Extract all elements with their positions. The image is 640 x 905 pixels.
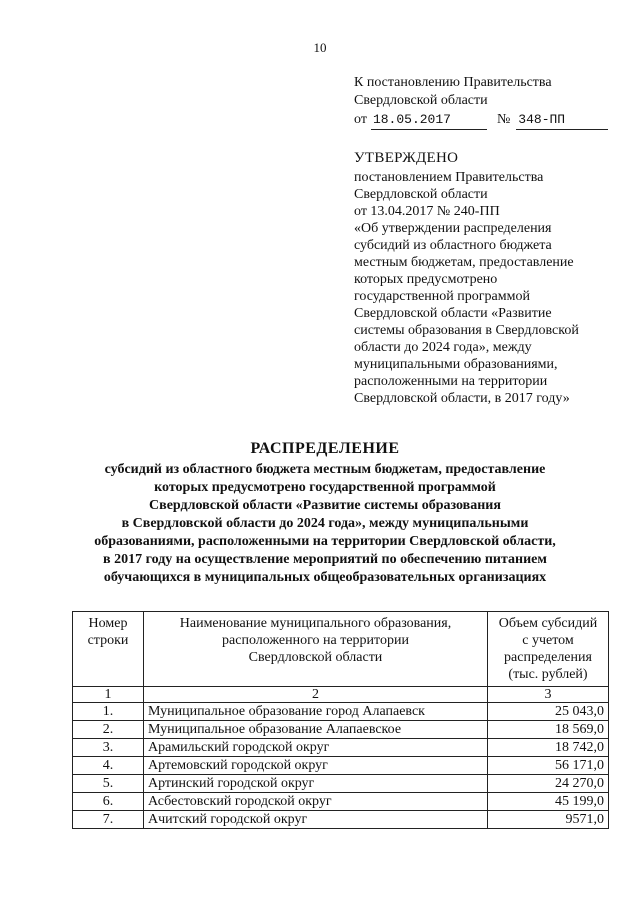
- header-text: Объем субсидий: [498, 616, 598, 631]
- document-heading: [40, 440, 610, 587]
- column-number: 2: [144, 687, 488, 703]
- approval-line: от 13.04.2017 № 240-ПП: [354, 204, 500, 219]
- heading-title: РАСПРЕДЕЛЕНИЕ: [250, 440, 400, 457]
- approval-line: постановлением Правительства: [354, 170, 544, 185]
- header-text: (тыс. рублей): [508, 667, 588, 682]
- approval-line: которых предусмотрено: [354, 272, 498, 287]
- row-number: 2.: [73, 721, 144, 739]
- approval-line: расположенными на территории: [354, 374, 548, 389]
- heading-line: обучающихся в муниципальных общеобразовательных организациях: [103, 570, 547, 585]
- row-number: 4.: [73, 757, 144, 775]
- approval-line: субсидий из областного бюджета: [354, 238, 552, 253]
- row-number: 1.: [73, 703, 144, 721]
- municipality-name: Ачитский городской округ: [144, 811, 488, 829]
- header-text: строки: [87, 633, 129, 648]
- municipality-name: Артемовский городской округ: [144, 757, 488, 775]
- header-subsidy-amount: [488, 612, 609, 687]
- approval-line: системы образования в Свердловской: [354, 323, 579, 338]
- header-text: Свердловской области: [248, 650, 383, 665]
- row-number: 6.: [73, 793, 144, 811]
- resolution-reference: [354, 74, 614, 130]
- subsidy-value: 25 043,0: [488, 703, 609, 721]
- municipality-name: Арамильский городской округ: [144, 739, 488, 757]
- approval-block: [354, 150, 614, 407]
- municipality-name: Муниципальное образование город Алапаевск: [144, 703, 488, 721]
- column-number: 3: [488, 687, 609, 703]
- resolution-line-1: К постановлению Правительства: [354, 75, 552, 90]
- resolution-from-label: от: [354, 112, 367, 127]
- table-row: [73, 703, 609, 721]
- municipality-name: Артинский городской округ: [144, 775, 488, 793]
- table-header-row: [73, 612, 609, 687]
- column-number-row: [73, 687, 609, 703]
- approval-line: муниципальными образованиями,: [354, 357, 558, 372]
- resolution-number-sign: №: [496, 112, 511, 127]
- resolution-line-2: Свердловской области: [354, 93, 488, 108]
- subsidy-value: 45 199,0: [488, 793, 609, 811]
- heading-line: Свердловской области «Развитие системы образования: [149, 498, 501, 513]
- subsidy-value: 9571,0: [488, 811, 609, 829]
- heading-line: в Свердловской области до 2024 года», между муниципальными: [121, 516, 529, 531]
- approval-line: государственной программой: [354, 289, 530, 304]
- subsidy-table: [72, 611, 609, 829]
- municipality-name: Муниципальное образование Алапаевское: [144, 721, 488, 739]
- table-row: [73, 739, 609, 757]
- header-text: Номер: [88, 616, 128, 631]
- heading-line: в 2017 году на осуществление мероприятий по обеспечению питанием: [103, 552, 547, 567]
- header-text: с учетом: [522, 633, 574, 648]
- approval-line: Свердловской области, в 2017 году»: [354, 391, 570, 406]
- header-text: расположенного на территории: [222, 633, 409, 648]
- heading-line: субсидий из областного бюджета местным бюджетам, предоставление: [104, 462, 546, 477]
- row-number: 5.: [73, 775, 144, 793]
- row-number: 7.: [73, 811, 144, 829]
- header-text: распределения: [504, 650, 592, 665]
- approval-line: Свердловской области «Развитие: [354, 306, 552, 321]
- approval-line: «Об утверждении распределения: [354, 221, 552, 236]
- table-row: [73, 775, 609, 793]
- subsidy-value: 56 171,0: [488, 757, 609, 775]
- resolution-date: 18.05.2017: [371, 111, 487, 130]
- row-number: 3.: [73, 739, 144, 757]
- header-municipality-name: [144, 612, 488, 687]
- table-row: [73, 721, 609, 739]
- table-row: [73, 793, 609, 811]
- approval-line: области до 2024 года», между: [354, 340, 532, 355]
- resolution-number: 348-ПП: [516, 111, 608, 130]
- municipality-name: Асбестовский городской округ: [144, 793, 488, 811]
- heading-line: которых предусмотрено государственной программой: [154, 480, 496, 495]
- page-number: 10: [313, 40, 327, 55]
- header-text: Наименование муниципального образования,: [179, 616, 452, 631]
- column-number: 1: [73, 687, 144, 703]
- approval-line: местным бюджетам, предоставление: [354, 255, 574, 270]
- subsidy-value: 18 742,0: [488, 739, 609, 757]
- approval-line: Свердловской области: [354, 187, 488, 202]
- resolution-date-line: [354, 111, 614, 130]
- subsidy-value: 18 569,0: [488, 721, 609, 739]
- table-row: [73, 757, 609, 775]
- subsidy-value: 24 270,0: [488, 775, 609, 793]
- table-row: [73, 811, 609, 829]
- heading-line: образованиями, расположенными на территории Свердловской области,: [94, 534, 556, 549]
- approval-title: УТВЕРЖДЕНО: [354, 150, 459, 166]
- header-row-number: [73, 612, 144, 687]
